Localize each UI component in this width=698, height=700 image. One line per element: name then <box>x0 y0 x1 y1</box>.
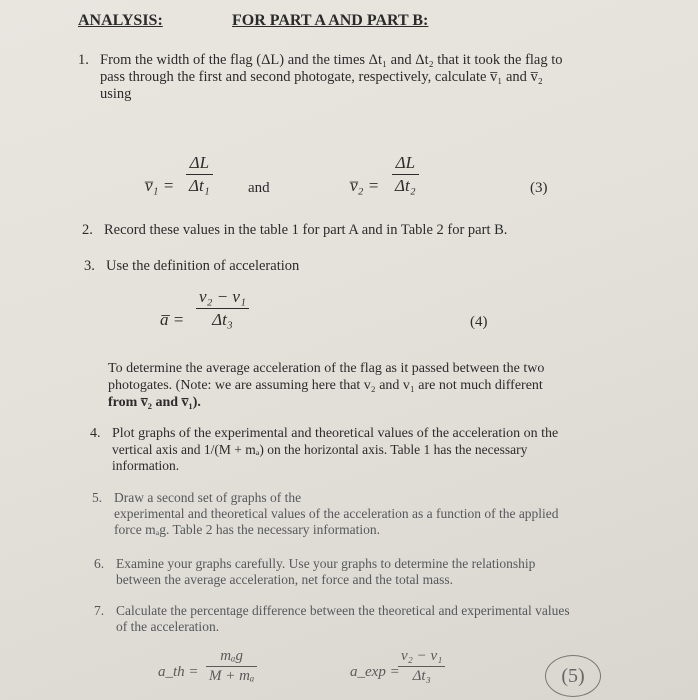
fraction-bar <box>392 174 419 175</box>
item-text-line: vertical axis and 1/(M + mₐ) on the horizontal axis. Table 1 has the necessary <box>112 442 528 457</box>
item-text-line: force mₐg. Table 2 has the necessary information. <box>114 522 381 537</box>
fraction-bar <box>206 666 257 667</box>
experimental-denominator: Δt₃ <box>412 668 431 684</box>
item-text-line: between the average acceleration, net force and the total mass. <box>116 572 453 587</box>
item-number: 6. <box>94 556 105 571</box>
v1-fraction <box>186 153 213 196</box>
v2-denominator: Δt₂ <box>395 176 416 195</box>
item-text-line: of the acceleration. <box>116 619 220 634</box>
theoretical-denominator: M + mₐ <box>209 668 255 684</box>
analysis-heading: ANALYSIS: <box>78 12 163 29</box>
equation-number-3: (3) <box>530 180 548 196</box>
item-number: 1. <box>78 52 89 68</box>
equation-number-5: (5) <box>545 655 601 697</box>
item-text-line: Plot graphs of the experimental and theoretical values of the acceleration on the <box>112 426 559 441</box>
experimental-acceleration-fraction <box>398 648 445 685</box>
item-number: 3. <box>84 258 95 274</box>
paragraph-line: from v̅₂ and v̅₁). <box>108 395 201 410</box>
acceleration-denominator: Δt₃ <box>212 310 233 329</box>
acceleration-fraction <box>196 287 249 330</box>
equation-number-4: (4) <box>470 314 488 330</box>
item-text-line: Examine your graphs carefully. Use your graphs to determine the relationship <box>116 556 536 571</box>
fraction-bar <box>398 666 445 667</box>
item-text-line: Use the definition of acceleration <box>106 258 300 274</box>
list-item-4 <box>90 426 559 474</box>
item-text-line: Draw a second set of graphs of the <box>114 490 302 505</box>
v2-numerator: ΔL <box>395 153 416 172</box>
paragraph-line: photogates. (Note: we are assuming here that v₂ and v₁ are not much different <box>108 378 543 393</box>
list-item-1 <box>78 52 563 103</box>
v1-lhs: v̅₁ = <box>145 176 175 195</box>
v1-denominator: Δt₁ <box>189 176 210 195</box>
v2-fraction <box>392 153 419 196</box>
v2-lhs: v̅₂ = <box>350 176 380 195</box>
paragraph-line: To determine the average acceleration of the flag as it passed between the two <box>108 361 545 376</box>
theoretical-numerator: mₐg <box>220 648 244 664</box>
experimental-numerator: v₂ − v₁ <box>401 648 443 664</box>
item-text-line: using <box>100 86 132 102</box>
experimental-acceleration-lhs: a_exp = <box>350 664 400 680</box>
list-item-7 <box>94 603 570 635</box>
list-item-5 <box>92 490 559 538</box>
fraction-bar <box>186 174 213 175</box>
list-item-2 <box>82 222 508 239</box>
acceleration-lhs: a̅ = <box>160 310 185 329</box>
item-text-line: Calculate the percentage difference between the theoretical and experimental values <box>116 603 570 618</box>
item-text-line: Record these values in the table 1 for part A and in Table 2 for part B. <box>104 222 508 238</box>
acceleration-numerator: v₂ − v₁ <box>199 287 246 306</box>
theoretical-acceleration-lhs: a_th = <box>158 664 199 680</box>
item-text-line: experimental and theoretical values of the acceleration as a function of the applied <box>114 506 559 521</box>
and-text: and <box>248 180 270 196</box>
item-text-line: information. <box>112 458 180 473</box>
item-text-line: pass through the first and second photogate, respectively, calculate v̅₁ and v̅₂ <box>100 69 543 85</box>
item-text-line: From the width of the flag (ΔL) and the times Δt₁ and Δt₂ that it took the flag to <box>100 52 563 68</box>
list-item-3 <box>84 258 300 275</box>
item-number: 7. <box>94 603 105 618</box>
item-number: 5. <box>92 490 103 505</box>
theoretical-acceleration-fraction <box>206 648 257 685</box>
list-item-6 <box>94 556 536 588</box>
acceleration-paragraph <box>108 360 544 411</box>
item-number: 4. <box>90 426 101 441</box>
fraction-bar <box>196 308 249 309</box>
v1-numerator: ΔL <box>189 153 210 172</box>
part-heading: FOR PART A AND PART B: <box>232 12 429 29</box>
item-number: 2. <box>82 222 93 238</box>
